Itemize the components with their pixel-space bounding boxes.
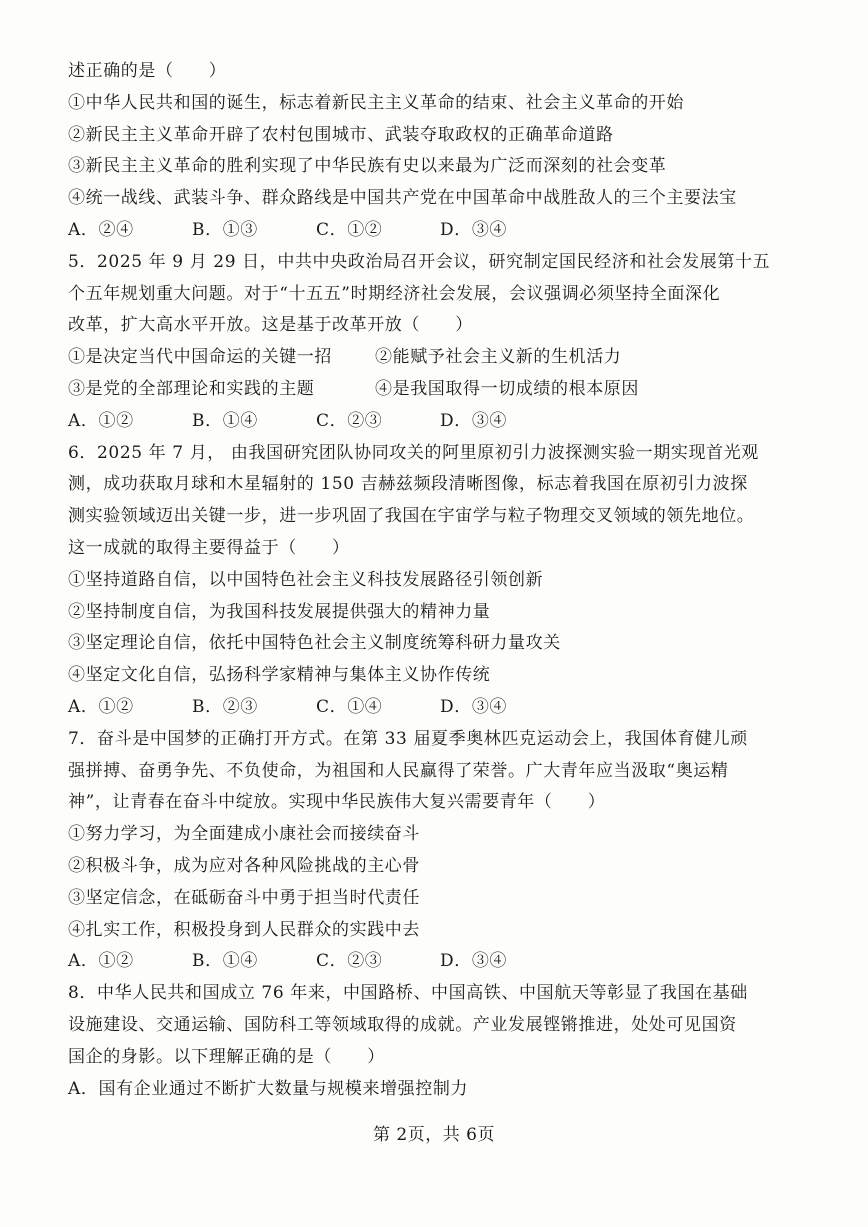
q6-choices [68, 692, 858, 724]
q6-stem-line-3: 测实验领域迈出关键一步，进一步巩固了我国在宇宙学与粒子物理交叉领域的领先地位。 [68, 506, 755, 527]
q5-items-row-1 [68, 342, 858, 374]
q6-stem-line-4: 这一成就的取得主要得益于（ ） [68, 537, 350, 558]
q6-stem-line-2: 测，成功获取月球和木星辐射的 150 吉赫兹频段清晰图像，标志着我国在原初引力波探 [68, 474, 748, 495]
q6-item-3: ③坚定理论自信，依托中国特色社会主义制度统筹科研力量攻关 [68, 633, 561, 654]
q7-choice-c: C．②③ [316, 951, 383, 972]
q7-item-1: ①努力学习，为全面建成小康社会而接续奋斗 [68, 824, 420, 845]
q7-stem-line-3: 神”，让青春在奋斗中绽放。实现中华民族伟大复兴需要青年（ ） [68, 792, 606, 813]
q6-item-2: ②坚持制度自信，为我国科技发展提供强大的精神力量 [68, 601, 491, 622]
q6-choice-c: C．①④ [316, 696, 383, 717]
q4-item-4: ④统一战线、武装斗争、群众路线是中国共产党在中国革命中战胜敌人的三个主要法宝 [68, 188, 737, 209]
q7-item-2: ②积极斗争，成为应对各种风险挑战的主心骨 [68, 855, 420, 876]
q7-choice-a: A．①② [68, 951, 134, 972]
q5-items-row-2 [68, 374, 858, 406]
q5-item-3: ③是党的全部理论和实践的主题 [68, 378, 315, 399]
q8-stem-line-2: 设施建设、交通运输、国防科工等领域取得的成就。产业发展铿锵推进，处处可见国资 [68, 1014, 737, 1035]
q7-stem-line-2: 强拼搏、奋勇争先、不负使命，为祖国和人民赢得了荣誉。广大青年应当汲取“奥运精 [68, 760, 729, 781]
q5-stem-line-3: 改革，扩大高水平开放。这是基于改革开放（ ） [68, 315, 473, 336]
q4-choice-a: A．②④ [68, 219, 134, 240]
q5-choice-d: D．③④ [440, 410, 508, 431]
q4-item-2: ②新民主主义革命开辟了农村包围城市、武装夺取政权的正确革命道路 [68, 124, 614, 145]
q6-item-1: ①坚持道路自信，以中国特色社会主义科技发展路径引领创新 [68, 569, 544, 590]
question-content [68, 56, 858, 1105]
q7-choice-d: D．③④ [440, 951, 508, 972]
q8-stem-line-3: 国企的身影。以下理解正确的是（ ） [68, 1046, 385, 1067]
q7-stem-line-1: 7．奋斗是中国梦的正确打开方式。在第 33 届夏季奥林匹克运动会上，我国体育健儿顽 [68, 728, 748, 749]
q8-option-a: A．国有企业通过不断扩大数量与规模来增强控制力 [68, 1078, 469, 1099]
q4-stem: 述正确的是（ ） [68, 61, 227, 81]
q5-choice-a: A．①② [68, 410, 134, 431]
q5-choices [68, 406, 858, 438]
q5-item-4: ④是我国取得一切成绩的根本原因 [375, 378, 639, 399]
q4-choice-c: C．①② [316, 219, 383, 240]
q6-choice-b: B．②③ [192, 696, 258, 717]
q4-item-1: ①中华人民共和国的诞生，标志着新民主主义革命的结束、社会主义革命的开始 [68, 92, 684, 113]
q6-choice-d: D．③④ [440, 696, 508, 717]
q5-item-2: ②能赋予社会主义新的生机活力 [375, 347, 622, 368]
q5-choice-c: C．②③ [316, 410, 383, 431]
q7-item-3: ③坚定信念，在砥砺奋斗中勇于担当时代责任 [68, 887, 420, 908]
q4-choice-b: B．①③ [192, 219, 258, 240]
page-number-footer: 第 2页，共 6页 [373, 1125, 495, 1145]
q6-stem-line-1: 6．2025 年 7 月， 由我国研究团队协同攻关的阿里原初引力波探测实验一期实现首光观 [68, 442, 759, 463]
q4-choices [68, 215, 858, 247]
q7-choice-b: B．①④ [192, 951, 258, 972]
q6-choice-a: A．①② [68, 696, 134, 717]
q5-item-1: ①是决定当代中国命运的关键一招 [68, 347, 332, 368]
q6-item-4: ④坚定文化自信，弘扬科学家精神与集体主义协作传统 [68, 665, 491, 686]
q8-stem-line-1: 8．中华人民共和国成立 76 年来，中国路桥、中国高铁、中国航天等彰显了我国在基础 [68, 983, 748, 1004]
q4-choice-d: D．③④ [440, 219, 508, 240]
q7-item-4: ④扎实工作，积极投身到人民群众的实践中去 [68, 919, 420, 940]
q5-stem-line-2: 个五年规划重大问题。对于“十五五”时期经济社会发展，会议强调必须坚持全面深化 [68, 283, 721, 304]
q5-stem-line-1: 5．2025 年 9 月 29 日，中共中央政治局召开会议，研究制定国民经济和社会发展第十五 [68, 251, 771, 272]
q5-choice-b: B．①④ [192, 410, 258, 431]
q4-item-3: ③新民主主义革命的胜利实现了中华民族有史以来最为广泛而深刻的社会变革 [68, 156, 667, 177]
q7-choices [68, 946, 858, 978]
